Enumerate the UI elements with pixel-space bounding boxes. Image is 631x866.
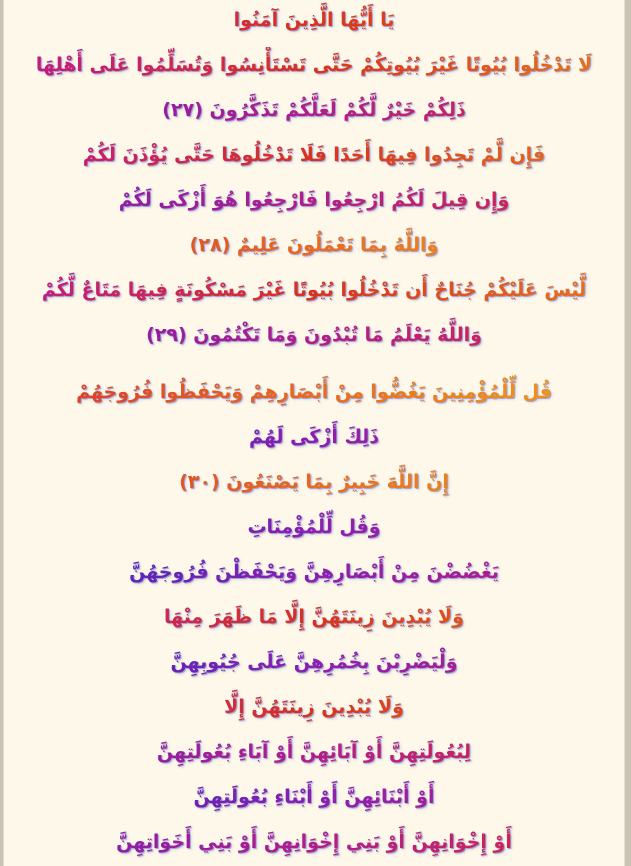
- verse-line-18: أَوْ أَبْنَائِهِنَّ أَوْ أَبْنَاءِ بُعُولَتِهِنَّ: [4, 779, 624, 815]
- verse-line-3: ذَلِكُمْ خَيْرٌ لَّكُمْ لَعَلَّكُمْ تَذَكَّرُونَ (٢٧): [4, 92, 624, 128]
- verse-line-19: أَوْ إِخْوَانِهِنَّ أَوْ بَنِي إِخْوَانِهِنَّ أَوْ بَنِي أَخَوَاتِهِنَّ: [4, 824, 624, 860]
- verse-line-16: وَلَا يُبْدِينَ زِينَتَهُنَّ إِلَّا: [4, 689, 624, 725]
- verse-line-7: لَّيْسَ عَلَيْكُمْ جُنَاحٌ أَن تَدْخُلُوا بُيُوتًا غَيْرَ مَسْكُونَةٍ فِيهَا مَتَاعٌ لَّكُمْ: [4, 272, 624, 308]
- verse-line-6: وَاللَّهُ بِمَا تَعْمَلُونَ عَلِيمٌ (٢٨): [4, 227, 624, 263]
- verse-page: [3, 0, 625, 866]
- verse-line-5: وَإِن قِيلَ لَكُمُ ارْجِعُوا فَارْجِعُوا هُوَ أَزْكَى لَكُمْ: [4, 182, 624, 218]
- verse-line-15: وَلْيَضْرِبْنَ بِخُمُرِهِنَّ عَلَى جُيُوبِهِنَّ: [4, 644, 624, 680]
- verse-line-2: لَا تَدْخُلُوا بُيُوتًا غَيْرَ بُيُوتِكُمْ حَتَّى تَسْتَأْنِسُوا وَتُسَلِّمُوا عَلَى أَهْلِهَا: [4, 47, 624, 83]
- verse-line-13: يَغْضُضْنَ مِنْ أَبْصَارِهِنَّ وَيَحْفَظْنَ فُرُوجَهُنَّ: [4, 554, 624, 590]
- verse-line-10: ذَلِكَ أَزْكَى لَهُمْ: [4, 419, 624, 455]
- verse-line-9: قُل لِّلْمُؤْمِنِينَ يَغُضُّوا مِنْ أَبْصَارِهِمْ وَيَحْفَظُوا فُرُوجَهُمْ: [4, 374, 624, 410]
- verse-line-4: فَإِن لَّمْ تَجِدُوا فِيهَا أَحَدًا فَلَا تَدْخُلُوهَا حَتَّى يُؤْذَنَ لَكُمْ: [4, 137, 624, 173]
- verse-line-14: وَلَا يُبْدِينَ زِينَتَهُنَّ إِلَّا مَا ظَهَرَ مِنْهَا: [4, 599, 624, 635]
- verse-line-11: إِنَّ اللَّهَ خَبِيرٌ بِمَا يَصْنَعُونَ (٣٠): [4, 464, 624, 500]
- verse-line-12: وَقُل لِّلْمُؤْمِنَاتِ: [4, 509, 624, 545]
- verse-line-1: يَا أَيُّهَا الَّذِينَ آمَنُوا: [4, 2, 624, 38]
- verse-line-8: وَاللَّهُ يَعْلَمُ مَا تُبْدُونَ وَمَا تَكْتُمُونَ (٢٩): [4, 317, 624, 353]
- verse-line-17: لِبُعُولَتِهِنَّ أَوْ آبَائِهِنَّ أَوْ آبَاءِ بُعُولَتِهِنَّ: [4, 734, 624, 770]
